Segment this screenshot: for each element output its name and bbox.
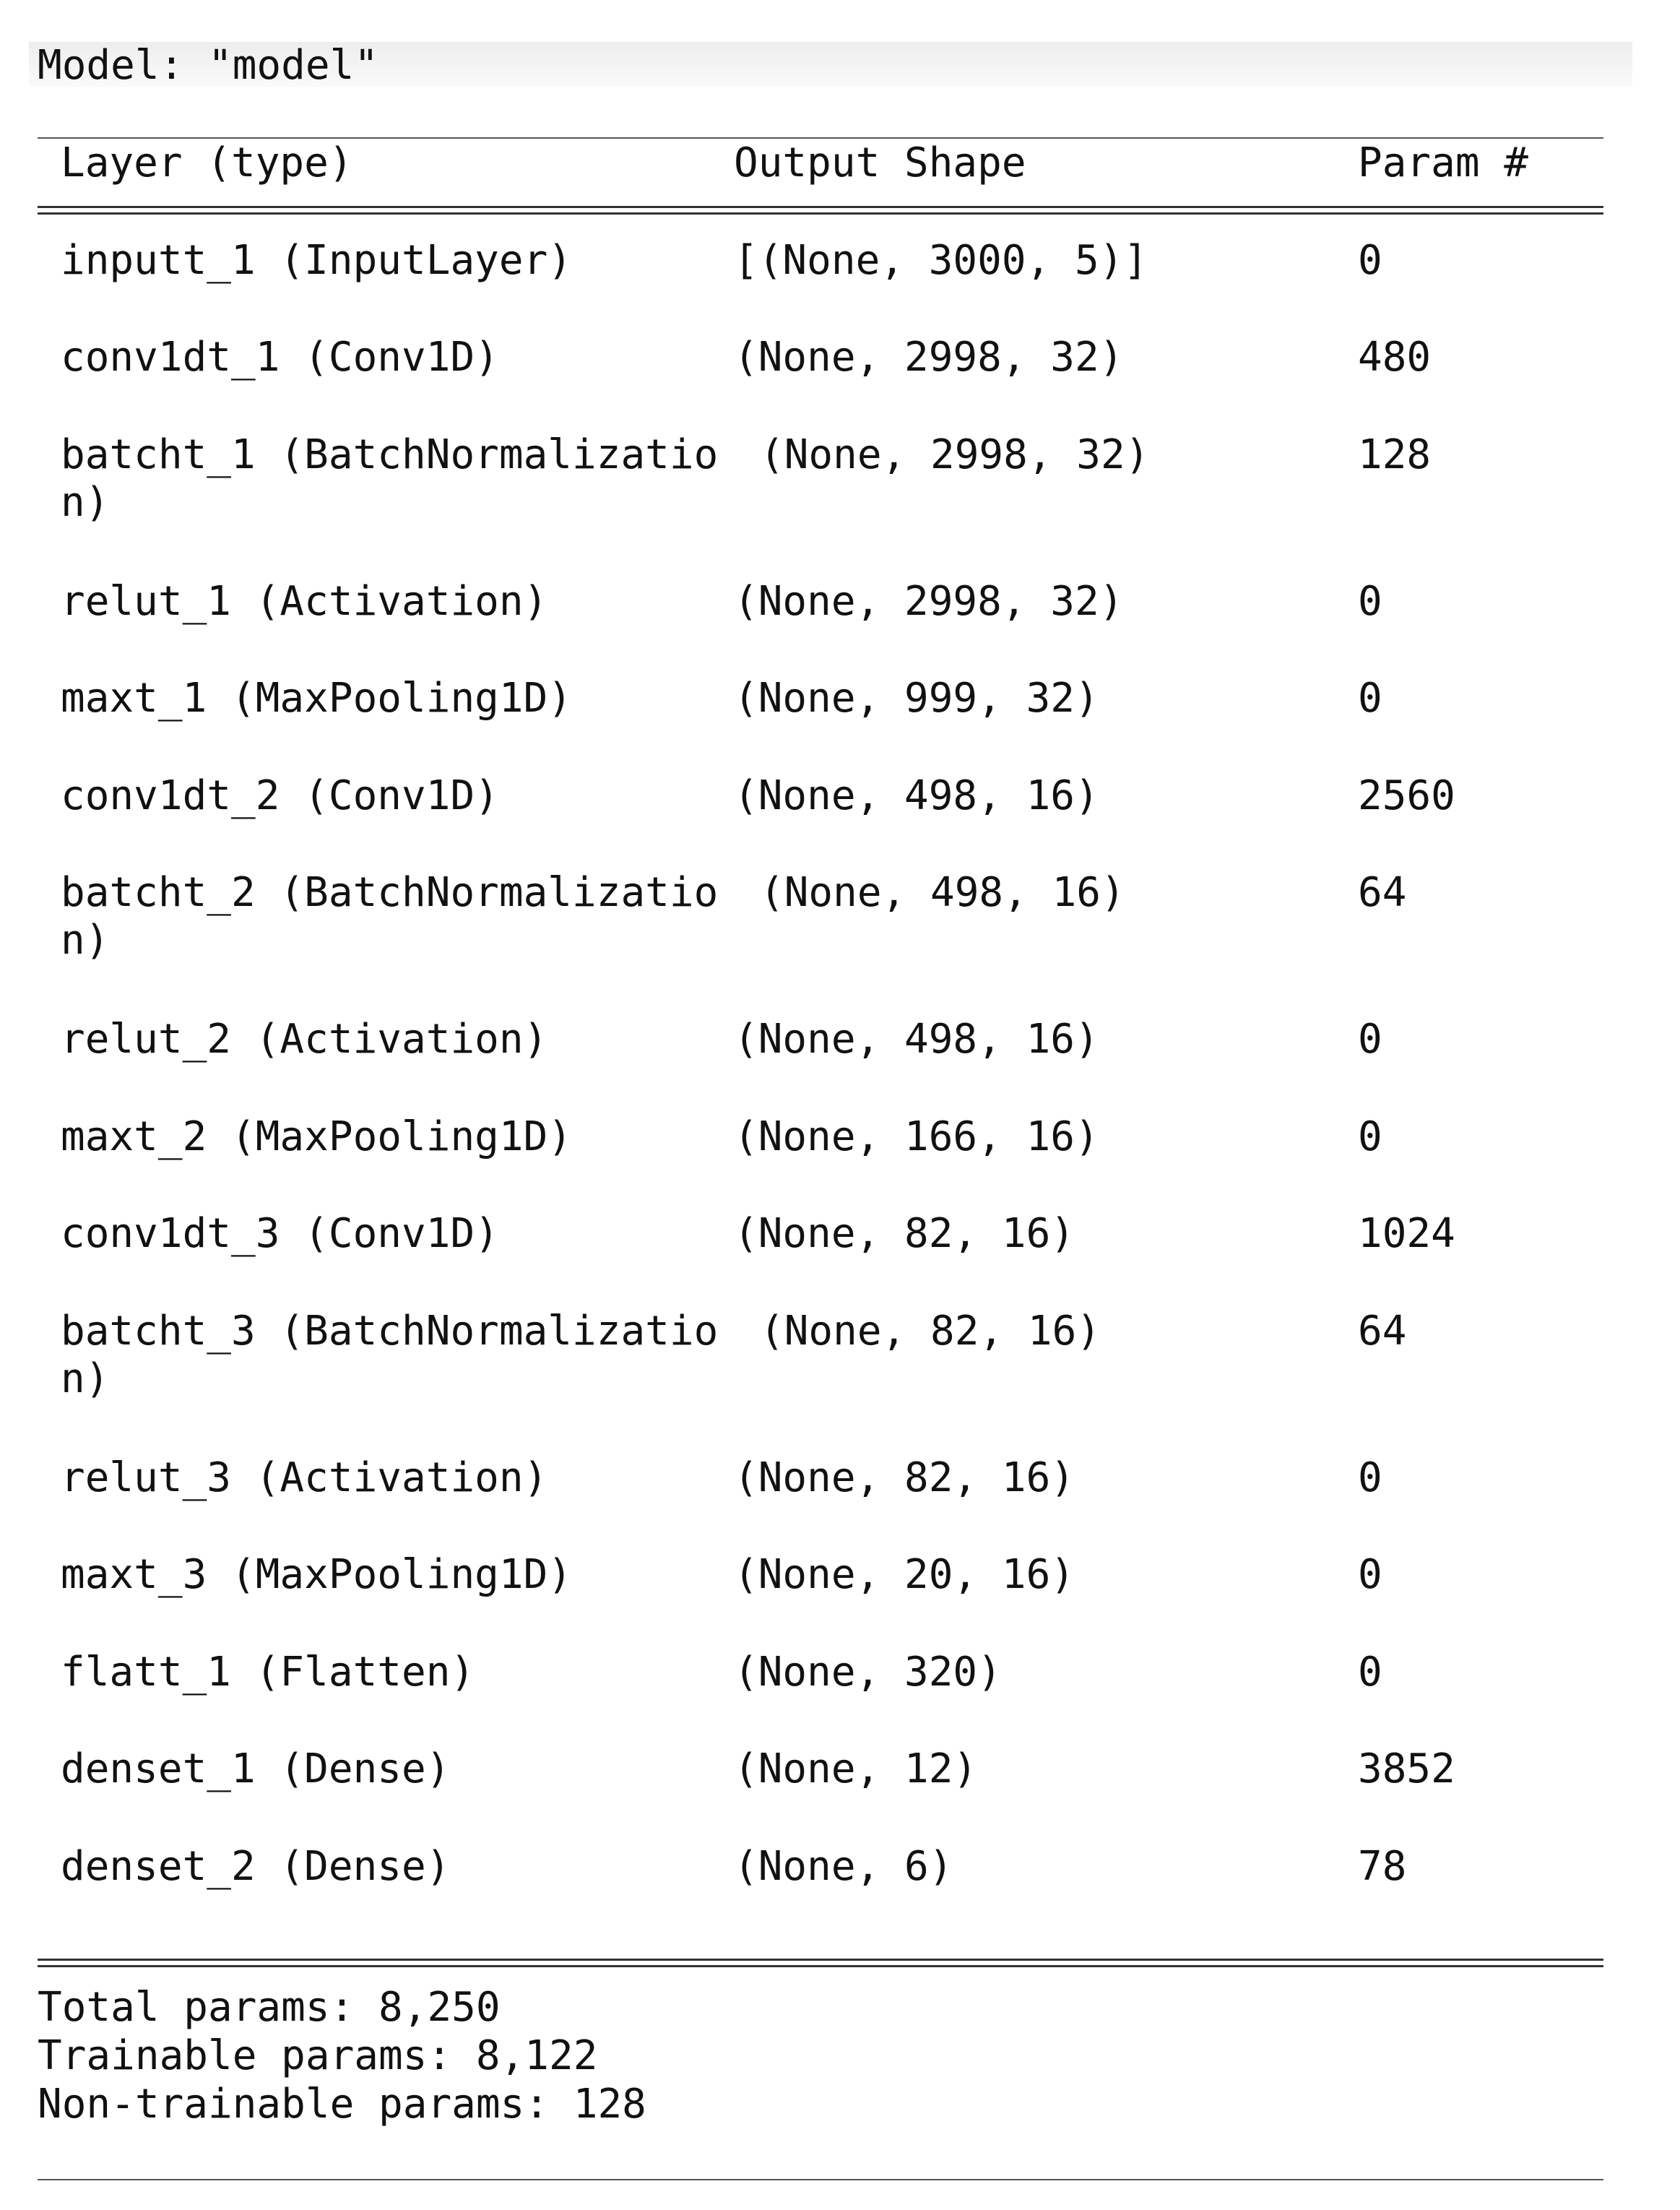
layer-name-cell: flatt_1 (Flatten) (61, 1649, 475, 1696)
header-param-count: Param # (1358, 139, 1529, 186)
output-shape-cell: (None, 82, 16) (760, 1308, 1101, 1355)
layer-name-cell: maxt_1 (MaxPooling1D) (61, 675, 573, 722)
output-shape-cell: (None, 498, 16) (760, 869, 1125, 916)
output-shape-cell: (None, 82, 16) (734, 1210, 1075, 1257)
param-count-cell: 0 (1358, 1454, 1382, 1501)
output-shape-cell: (None, 498, 16) (734, 772, 1099, 819)
param-count-cell: 0 (1358, 578, 1382, 625)
layer-name-cell: batcht_1 (BatchNormalizatio n) (61, 431, 719, 526)
header-layer-type: Layer (type) (61, 139, 353, 186)
top-rule (38, 137, 1603, 139)
non-trainable-params: Non-trainable params: 128 (38, 2081, 646, 2128)
layer-name-cell: denset_2 (Dense) (61, 1843, 451, 1890)
output-shape-cell: (None, 2998, 32) (734, 578, 1124, 625)
layer-name-cell: batcht_2 (BatchNormalizatio n) (61, 869, 719, 964)
layer-name-cell: batcht_3 (BatchNormalizatio n) (61, 1308, 719, 1402)
layer-name-cell: relut_1 (Activation) (61, 578, 548, 625)
output-shape-cell: (None, 2998, 32) (734, 334, 1124, 381)
param-count-cell: 3852 (1358, 1745, 1455, 1792)
trainable-params: Trainable params: 8,122 (38, 2032, 598, 2079)
layer-name-cell: relut_2 (Activation) (61, 1016, 548, 1063)
total-params: Total params: 8,250 (38, 1984, 501, 2031)
header-double-rule (38, 206, 1603, 215)
param-count-cell: 64 (1358, 869, 1407, 916)
layer-name-cell: conv1dt_1 (Conv1D) (61, 334, 499, 381)
layer-name-cell: conv1dt_3 (Conv1D) (61, 1210, 499, 1257)
output-shape-cell: (None, 320) (734, 1649, 1002, 1696)
output-shape-cell: (None, 498, 16) (734, 1016, 1099, 1063)
output-shape-cell: (None, 2998, 32) (760, 431, 1150, 478)
output-shape-cell: [(None, 3000, 5)] (734, 237, 1148, 284)
header-output-shape: Output Shape (734, 139, 1026, 186)
output-shape-cell: (None, 999, 32) (734, 675, 1099, 722)
layer-name-cell: maxt_2 (MaxPooling1D) (61, 1113, 573, 1160)
param-count-cell: 0 (1358, 1113, 1382, 1160)
output-shape-cell: (None, 6) (734, 1843, 953, 1890)
param-count-cell: 64 (1358, 1308, 1407, 1355)
param-count-cell: 0 (1358, 675, 1382, 722)
param-count-cell: 2560 (1358, 772, 1455, 819)
output-shape-cell: (None, 82, 16) (734, 1454, 1075, 1501)
summary-double-rule (38, 1959, 1603, 1967)
param-count-cell: 0 (1358, 1016, 1382, 1063)
output-shape-cell: (None, 166, 16) (734, 1113, 1099, 1160)
param-count-cell: 0 (1358, 1551, 1382, 1598)
param-count-cell: 1024 (1358, 1210, 1455, 1257)
model-title: Model: "model" (38, 42, 379, 89)
param-count-cell: 78 (1358, 1843, 1407, 1890)
layer-name-cell: relut_3 (Activation) (61, 1454, 548, 1501)
layer-name-cell: conv1dt_2 (Conv1D) (61, 772, 499, 819)
output-shape-cell: (None, 20, 16) (734, 1551, 1075, 1598)
param-count-cell: 480 (1358, 334, 1432, 381)
layer-name-cell: maxt_3 (MaxPooling1D) (61, 1551, 573, 1598)
param-count-cell: 0 (1358, 1649, 1382, 1696)
output-shape-cell: (None, 12) (734, 1745, 978, 1792)
layer-name-cell: inputt_1 (InputLayer) (61, 237, 573, 284)
layer-name-cell: denset_1 (Dense) (61, 1745, 451, 1792)
param-count-cell: 0 (1358, 237, 1382, 284)
bottom-rule (38, 2179, 1603, 2180)
param-count-cell: 128 (1358, 431, 1432, 478)
